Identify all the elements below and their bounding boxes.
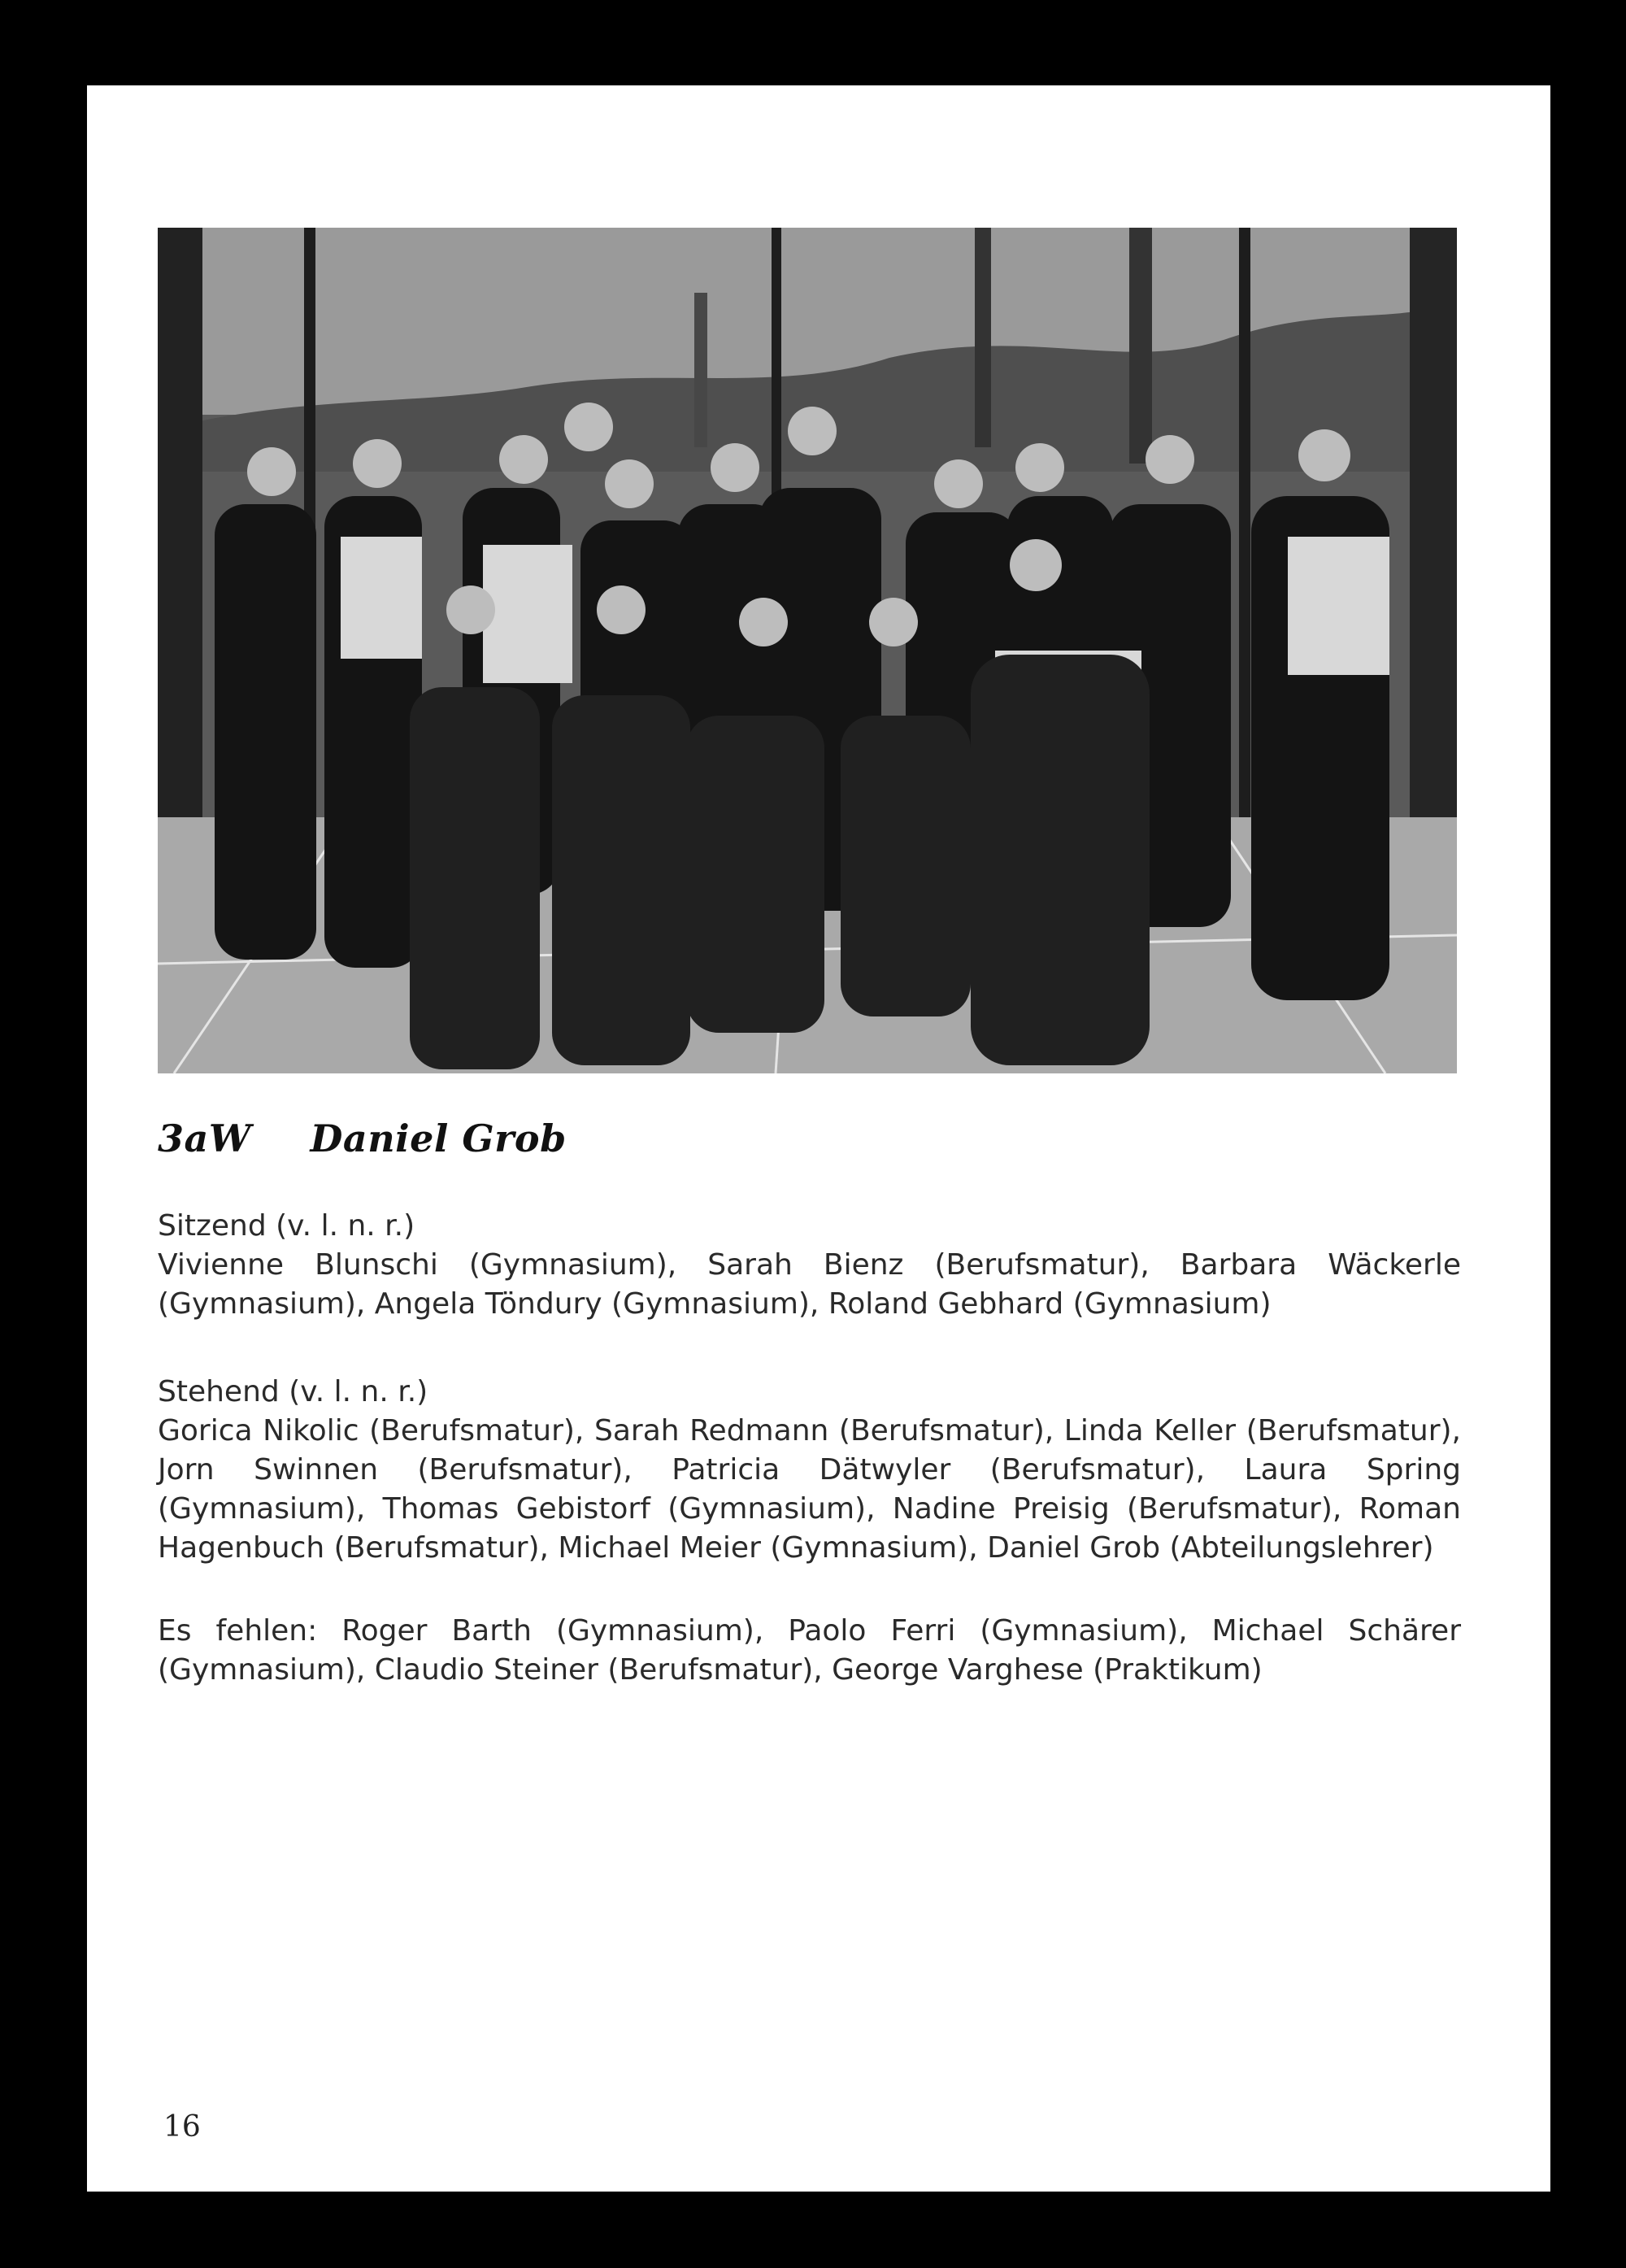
class-code: 3aW [158, 1117, 251, 1160]
standing-caption-block [158, 1373, 1461, 1568]
missing-names: Es fehlen: Roger Barth (Gymnasium), Paolo Ferri (Gymnasium), Michael Schärer (Gymnasium), Claudio Steiner (Berufsmatur), George Varghese (Praktikum) [158, 1614, 1461, 1687]
standing-names: Gorica Nikolic (Berufsmatur), Sarah Redmann (Berufsmatur), Linda Keller (Berufsmatur), Jorn Swinnen (Berufsmatur), Patricia Dätwyler (Berufsmatur), Laura Spring (Gymnasium), Thomas Gebistorf (Gymnasium), Nadine Preisig (Berufsmatur), Roman Hagenbuch (Berufsmatur), Michael Meier (Gymnasium), Daniel Grob (Abteilungslehrer) [158, 1414, 1461, 1565]
seated-caption-block [158, 1207, 1461, 1324]
seated-names: Vivienne Blunschi (Gymnasium), Sarah Bienz (Berufsmatur), Barbara Wäckerle (Gymnasium), Angela Töndury (Gymnasium), Roland Gebhard (Gymnasium) [158, 1248, 1461, 1321]
missing-caption-block [158, 1612, 1461, 1690]
page-number: 16 [163, 2110, 201, 2144]
class-photo-image [158, 228, 1457, 1073]
document-page [87, 85, 1550, 2192]
seated-heading: Sitzend (v. l. n. r.) [158, 1209, 415, 1243]
class-heading [158, 1117, 567, 1160]
teacher-name: Daniel Grob [310, 1117, 567, 1160]
standing-heading: Stehend (v. l. n. r.) [158, 1375, 428, 1408]
class-photo [158, 228, 1457, 1073]
